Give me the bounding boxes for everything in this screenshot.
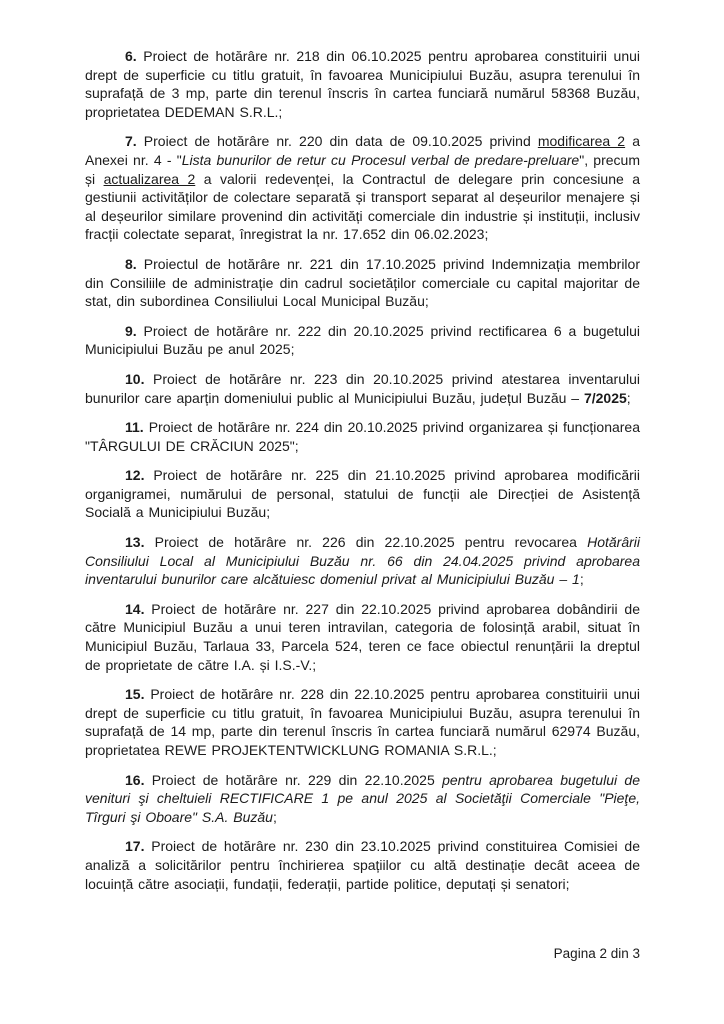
text-run: 12.: [125, 467, 145, 484]
text-run: Proiect de hotărâre nr. 223 din 20.10.2025 privind atestarea inventarului bunurilor care aparțin domeniului public al Municipiului Buzău, județul Buzău –: [85, 370, 640, 406]
list-item: [85, 837, 640, 893]
text-run: 9.: [125, 322, 137, 339]
text-run: ", precum și: [85, 151, 640, 187]
text-run: Lista bunurilor de retur cu Procesul verbal de predare-preluare: [181, 151, 580, 168]
text-run: a Anexei nr. 4 - ": [85, 133, 640, 168]
text-run: Proiect de hotărâre nr. 227 din 22.10.2025 privind aprobarea dobândirii de către Municipiul Buzău a unui teren intravilan, categoria de folosință arabil, situat în Municipiul Buzău, Tarlaua 33, Parcela 524, teren ce face obiectul renunțării la dreptul de proprietate de către I.A. și I.S.-V.;: [85, 600, 640, 673]
list-item: [85, 370, 640, 407]
text-run: actualizarea 2: [103, 170, 196, 187]
list-item: [85, 418, 640, 455]
list-item: [85, 600, 640, 674]
text-run: ;: [626, 389, 631, 406]
page-number: Pagina 2 din 3: [553, 946, 640, 961]
text-run: ;: [579, 571, 584, 588]
list-item: [85, 255, 640, 311]
text-run: Proiect de hotărâre nr. 229 din 22.10.2025: [144, 771, 443, 788]
text-run: Proiect de hotărâre nr. 228 din 22.10.2025 pentru aprobarea constituirii unui drept de superficie cu titlu gratuit, în favoarea Municipiului Buzău, asupra terenului în suprafață de 14 mp, parte din terenul înscris în cartea funciară numărul 62974 Buzău, proprietatea REWE PROJEKTENTWICKLUNG ROMANIA S.R.L.;: [85, 686, 640, 758]
text-run: Proiect de hotărâre nr. 226 din 22.10.2025 pentru revocarea: [144, 534, 588, 551]
text-run: 11.: [125, 419, 144, 436]
text-run: 7.: [125, 133, 137, 150]
text-run: 16.: [125, 771, 145, 788]
list-item: [85, 466, 640, 522]
list-item: [85, 771, 640, 827]
text-run: Proiect de hotărâre nr. 220 din data de 09.10.2025 privind: [136, 133, 538, 150]
text-run: Hotărârii Consiliului Local al Municipiului Buzău nr. 66 din 24.04.2025 privind aprobarea inventarului bunurilor care alcătuiesc domeniul privat al Municipiului Buzău – 1: [85, 534, 640, 588]
list-item: [85, 132, 640, 244]
text-run: ;: [272, 808, 277, 825]
text-run: Proiect de hotărâre nr. 225 din 21.10.2025 privind aprobarea modificării organigramei, numărului de personal, statului de funcții ale Direcției de Asistență Socială a Municipiului Buzău;: [85, 467, 640, 521]
text-run: Proiectul de hotărâre nr. 221 din 17.10.2025 privind Indemnizația membrilor din Consiliile de administrație din cadrul societăților comerciale cu capital majoritar de stat, din subordinea Consiliului Local Municipal Buzău;: [85, 255, 640, 310]
text-run: 15.: [125, 686, 145, 703]
list-item: [85, 685, 640, 759]
text-run: Proiect de hotărâre nr. 224 din 20.10.2025 privind organizarea și funcționarea "TÂRGULUI DE CRĂCIUN 2025";: [85, 419, 640, 454]
text-run: 8.: [125, 255, 137, 272]
list-item: [85, 533, 640, 589]
text-run: Proiect de hotărâre nr. 222 din 20.10.2025 privind rectificarea 6 a bugetului Municipiului Buzău pe anul 2025;: [85, 322, 640, 358]
list-item: [85, 322, 640, 359]
text-run: 14.: [125, 600, 145, 617]
text-run: Proiect de hotărâre nr. 218 din 06.10.2025 pentru aprobarea constituirii unui drept de superficie cu titlu gratuit, în favoarea Municipiului Buzău, asupra terenului în suprafață de 3 mp, parte din terenul înscris în cartea funciară numărul 58368 Buzău, proprietatea DEDEMAN S.R.L.;: [85, 48, 640, 120]
text-run: 17.: [125, 838, 145, 855]
document-body: [85, 47, 640, 893]
list-item: [85, 47, 640, 121]
text-run: 6.: [125, 48, 137, 64]
text-run: 13.: [125, 534, 145, 551]
text-run: pentru aprobarea bugetului de venituri şi cheltuieli RECTIFICARE 1 pe anul 2025 al Societăţii Comerciale "Pieţe, Tîrguri şi Oboare" S.A. Buzău: [85, 771, 640, 825]
text-run: Proiect de hotărâre nr. 230 din 23.10.2025 privind constituirea Comisiei de analiză a solicitărilor pentru închirierea spațiilor cu altă destinație decât aceea de locuință către asociații, fundații, federații, partide politice, deputați și senatori;: [85, 838, 640, 892]
text-run: 10.: [125, 370, 145, 387]
text-run: a valorii redevenței, la Contractul de delegare prin concesiune a gestiunii activităților de colectare separată și transport separat al deșeurilor menajere și al deșeurilor similare provenind din activități comerciale din industrie și instituții, inclusiv fracții colectate separat, înregistrat la nr. 17.652 din 06.02.2023;: [85, 170, 641, 243]
text-run: 7/2025: [583, 389, 627, 406]
text-run: modificarea 2: [537, 133, 626, 150]
